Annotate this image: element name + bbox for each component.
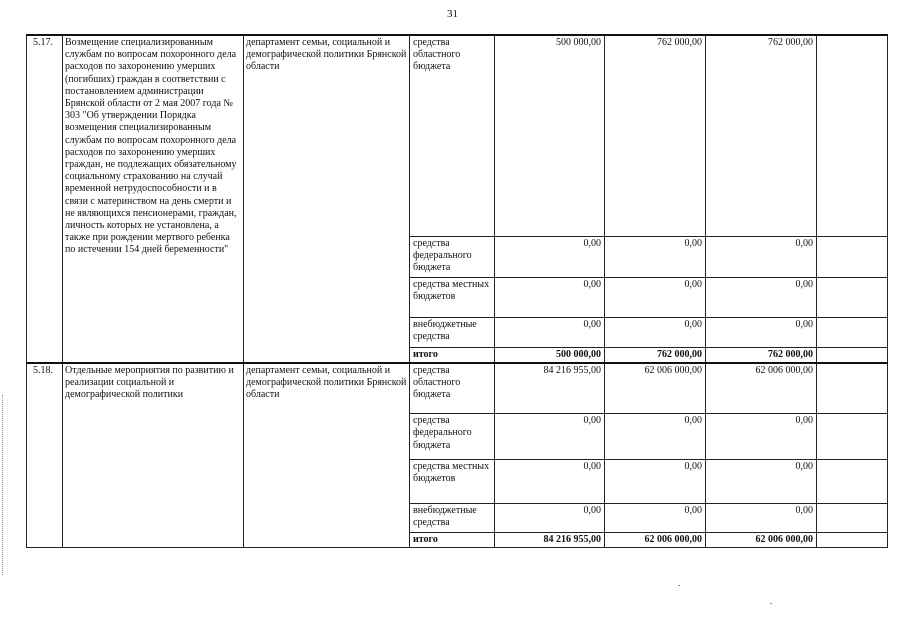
total-value: 62 006 000,00 — [706, 533, 817, 548]
section-executor: департамент семьи, социальной и демографической политики Брянской области — [244, 363, 410, 548]
funding-source: средства областного бюджета — [410, 35, 495, 236]
amount-value: 0,00 — [605, 236, 706, 277]
amount-value: 0,00 — [605, 277, 706, 317]
table-row — [27, 35, 888, 236]
amount-value: 0,00 — [605, 414, 706, 460]
amount-value: 500 000,00 — [495, 35, 605, 236]
amount-value: 0,00 — [605, 460, 706, 504]
scan-margin-mark — [2, 395, 4, 575]
empty-cell — [817, 414, 888, 460]
amount-value: 0,00 — [706, 414, 817, 460]
amount-value: 84 216 955,00 — [495, 363, 605, 414]
funding-source: внебюджетные средства — [410, 317, 495, 347]
amount-value: 0,00 — [495, 236, 605, 277]
funding-source: средства федерального бюджета — [410, 414, 495, 460]
section-name: Возмещение специализированным службам по вопросам похоронного дела расходов по захоронению умерших (погибших) граждан в соответствии с постановлением администрации Брянской области от 2 мая 2007 года № 303 "Об утверждении Порядка возмещения специализированным службам по вопросам похоронного дела расходов по захоронению умерших граждан, не подлежащих обязательному социальному страхованию на случай временной нетрудоспособности и в связи с материнством на день смерти и не являющихся пенсионерами, граждан, личность которых не установлена, а также при рождении мертвого ребенка по истечении 154 дней беременности" — [63, 35, 244, 363]
amount-value: 62 006 000,00 — [605, 363, 706, 414]
total-value: 62 006 000,00 — [605, 533, 706, 548]
empty-cell — [817, 236, 888, 277]
amount-value: 0,00 — [495, 414, 605, 460]
table-row — [27, 363, 888, 414]
funding-source: средства федерального бюджета — [410, 236, 495, 277]
total-value: 84 216 955,00 — [495, 533, 605, 548]
empty-cell — [817, 35, 888, 236]
amount-value: 0,00 — [706, 236, 817, 277]
amount-value: 0,00 — [495, 504, 605, 533]
amount-value: 0,00 — [495, 317, 605, 347]
empty-cell — [817, 347, 888, 363]
section-name: Отдельные мероприятия по развитию и реализации социальной и демографической политики — [63, 363, 244, 548]
amount-value: 762 000,00 — [605, 35, 706, 236]
amount-value: 0,00 — [495, 277, 605, 317]
empty-cell — [817, 363, 888, 414]
amount-value: 0,00 — [605, 317, 706, 347]
section-number: 5.18. — [27, 363, 63, 548]
empty-cell — [817, 533, 888, 548]
scan-speck — [770, 603, 772, 604]
amount-value: 762 000,00 — [706, 35, 817, 236]
total-value: 762 000,00 — [605, 347, 706, 363]
total-value: 762 000,00 — [706, 347, 817, 363]
empty-cell — [817, 317, 888, 347]
budget-table — [26, 34, 888, 548]
amount-value: 0,00 — [706, 317, 817, 347]
funding-source: внебюджетные средства — [410, 504, 495, 533]
amount-value: 0,00 — [706, 277, 817, 317]
amount-value: 0,00 — [706, 504, 817, 533]
empty-cell — [817, 277, 888, 317]
funding-source: средства областного бюджета — [410, 363, 495, 414]
funding-source-total: итого — [410, 533, 495, 548]
funding-source: средства местных бюджетов — [410, 460, 495, 504]
amount-value: 0,00 — [605, 504, 706, 533]
section-executor: департамент семьи, социальной и демографической политики Брянской области — [244, 35, 410, 363]
scan-speck — [678, 585, 680, 586]
total-value: 500 000,00 — [495, 347, 605, 363]
funding-source: средства местных бюджетов — [410, 277, 495, 317]
empty-cell — [817, 460, 888, 504]
section-number: 5.17. — [27, 35, 63, 363]
funding-source-total: итого — [410, 347, 495, 363]
empty-cell — [817, 504, 888, 533]
page-number: 31 — [447, 8, 458, 20]
amount-value: 62 006 000,00 — [706, 363, 817, 414]
amount-value: 0,00 — [706, 460, 817, 504]
amount-value: 0,00 — [495, 460, 605, 504]
